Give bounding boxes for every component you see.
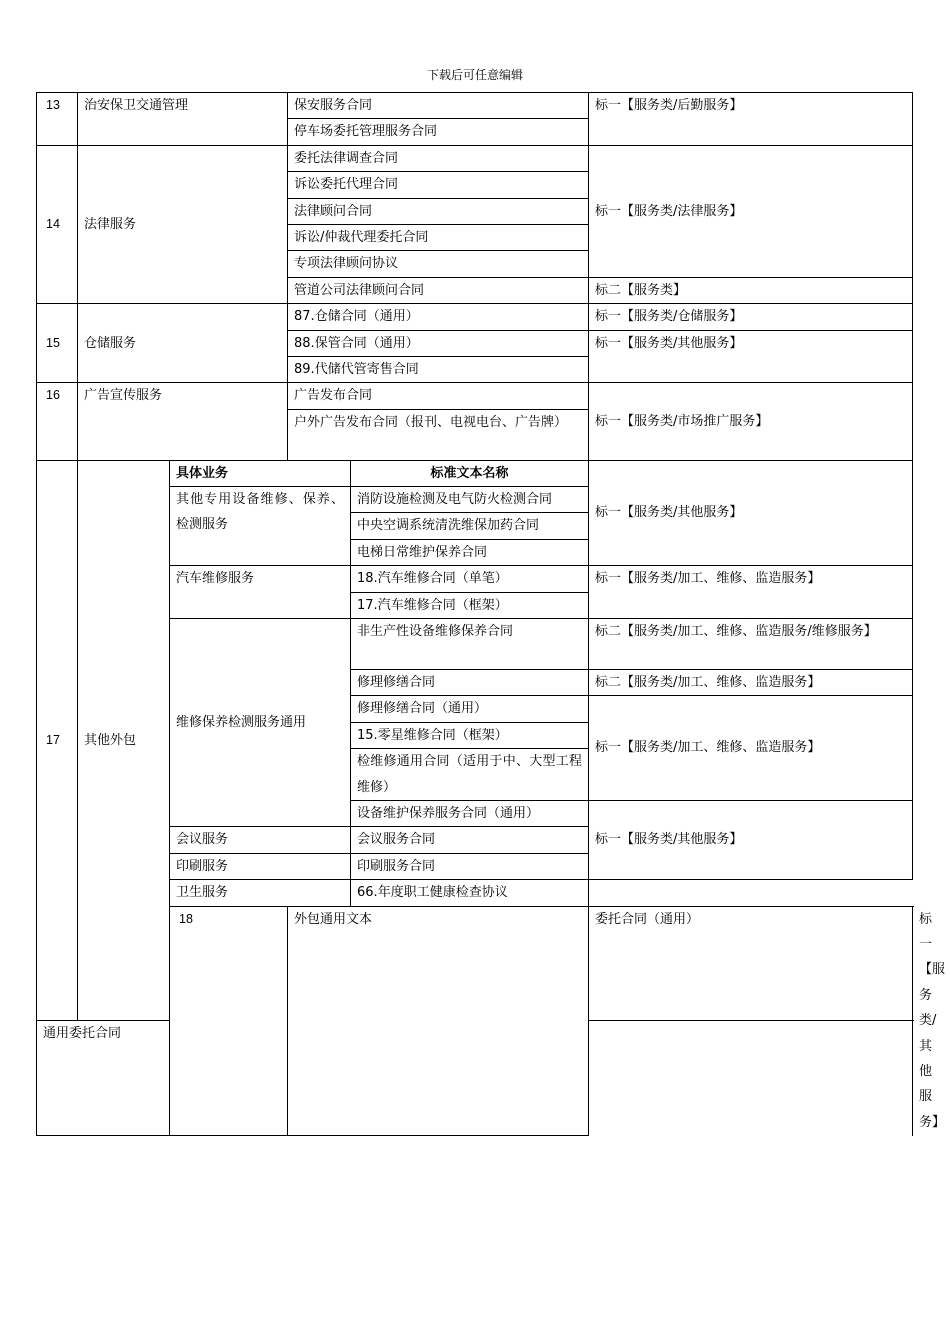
table-row [37, 460, 913, 486]
doc-cell: 委托法律调查合同 [288, 145, 589, 171]
tag-cell: 标二【服务类】 [589, 277, 913, 303]
doc-cell: 18.汽车维修合同（单笔） [351, 566, 589, 592]
row-number: 13 [37, 93, 78, 146]
doc-cell: 专项法律顾问协议 [288, 251, 589, 277]
tag-cell: 标一【服务类/法律服务】 [589, 145, 913, 277]
doc-cell: 诉讼委托代理合同 [288, 172, 589, 198]
business-cell: 会议服务 [170, 827, 351, 853]
doc-cell: 电梯日常维护保养合同 [351, 539, 589, 565]
row-number: 15 [37, 304, 78, 383]
table-row [37, 145, 913, 171]
doc-cell: 修理修缮合同 [351, 669, 589, 695]
doc-cell: 中央空调系统清洗维保加药合同 [351, 513, 589, 539]
tag-cell: 标一【服务类/加工、维修、监造服务】 [589, 566, 913, 619]
doc-cell: 87.仓储合同（通用） [288, 304, 589, 330]
row-number: 18 [170, 906, 288, 1136]
row-number: 14 [37, 145, 78, 303]
doc-cell: 检维修通用合同（适用于中、大型工程维修） [351, 749, 589, 801]
table-row [37, 304, 913, 330]
doc-cell: 17.汽车维修合同（框架） [351, 592, 589, 618]
doc-cell: 保安服务合同 [288, 93, 589, 119]
doc-cell: 印刷服务合同 [351, 853, 589, 879]
tag-cell: 标一【服务类/其他服务】 [589, 800, 913, 879]
sub-header-doc: 标准文本名称 [351, 460, 589, 486]
sub-header-business: 具体业务 [170, 460, 351, 486]
business-cell: 其他专用设备维修、保养、检测服务 [170, 487, 351, 566]
doc-cell: 消防设施检测及电气防火检测合同 [351, 487, 589, 513]
category-cell: 法律服务 [78, 145, 288, 303]
doc-cell: 66.年度职工健康检查协议 [351, 880, 589, 906]
page-header: 下载后可任意编辑 [426, 68, 523, 82]
table-row: 18 外包通用文本 委托合同（通用） 标一【服务类/其他服务】 [37, 906, 913, 1021]
business-cell: 卫生服务 [170, 880, 351, 906]
doc-cell: 停车场委托管理服务合同 [288, 119, 589, 145]
tag-cell: 标一【服务类/市场推广服务】 [589, 383, 913, 460]
doc-cell: 委托合同（通用） [589, 906, 913, 1021]
table-row [37, 93, 913, 119]
doc-cell: 非生产性设备维修保养合同 [351, 619, 589, 670]
doc-cell: 88.保管合同（通用） [288, 330, 589, 356]
doc-cell: 法律顾问合同 [288, 198, 589, 224]
doc-cell: 诉讼/仲裁代理委托合同 [288, 225, 589, 251]
doc-cell: 89.代储代管寄售合同 [288, 357, 589, 383]
business-cell: 汽车维修服务 [170, 566, 351, 619]
doc-cell: 15.零星维修合同（框架） [351, 722, 589, 748]
contract-table [36, 92, 946, 1136]
category-cell: 外包通用文本 [288, 906, 589, 1136]
doc-cell: 修理修缮合同（通用） [351, 696, 589, 722]
tag-cell: 标一【服务类/其他服务】 [589, 460, 913, 566]
doc-cell: 通用委托合同 [37, 1021, 170, 1136]
category-cell: 治安保卫交通管理 [78, 93, 288, 146]
doc-cell: 会议服务合同 [351, 827, 589, 853]
doc-cell: 管道公司法律顾问合同 [288, 277, 589, 303]
doc-cell: 设备维护保养服务合同（通用） [351, 800, 589, 826]
tag-cell: 标一【服务类/仓储服务】 [589, 304, 913, 330]
category-cell: 广告宣传服务 [78, 383, 288, 460]
tag-cell: 标一【服务类/加工、维修、监造服务】 [589, 696, 913, 801]
tag-cell: 标一【服务类/其他服务】 [589, 330, 913, 383]
doc-cell: 广告发布合同 [288, 383, 589, 409]
tag-cell: 标二【服务类/加工、维修、监造服务/维修服务】 [589, 619, 913, 670]
category-cell: 仓储服务 [78, 304, 288, 383]
tag-cell: 标二【服务类/加工、维修、监造服务】 [589, 669, 913, 695]
row-number: 16 [37, 383, 78, 460]
category-cell: 其他外包 [78, 460, 170, 1021]
business-cell: 印刷服务 [170, 853, 351, 879]
tag-cell: 标一【服务类/后勤服务】 [589, 93, 913, 146]
business-cell: 维修保养检测服务通用 [170, 619, 351, 827]
row-number: 17 [37, 460, 78, 1021]
table-row [37, 383, 913, 409]
doc-cell: 户外广告发布合同（报刊、电视电台、广告牌） [288, 409, 589, 460]
